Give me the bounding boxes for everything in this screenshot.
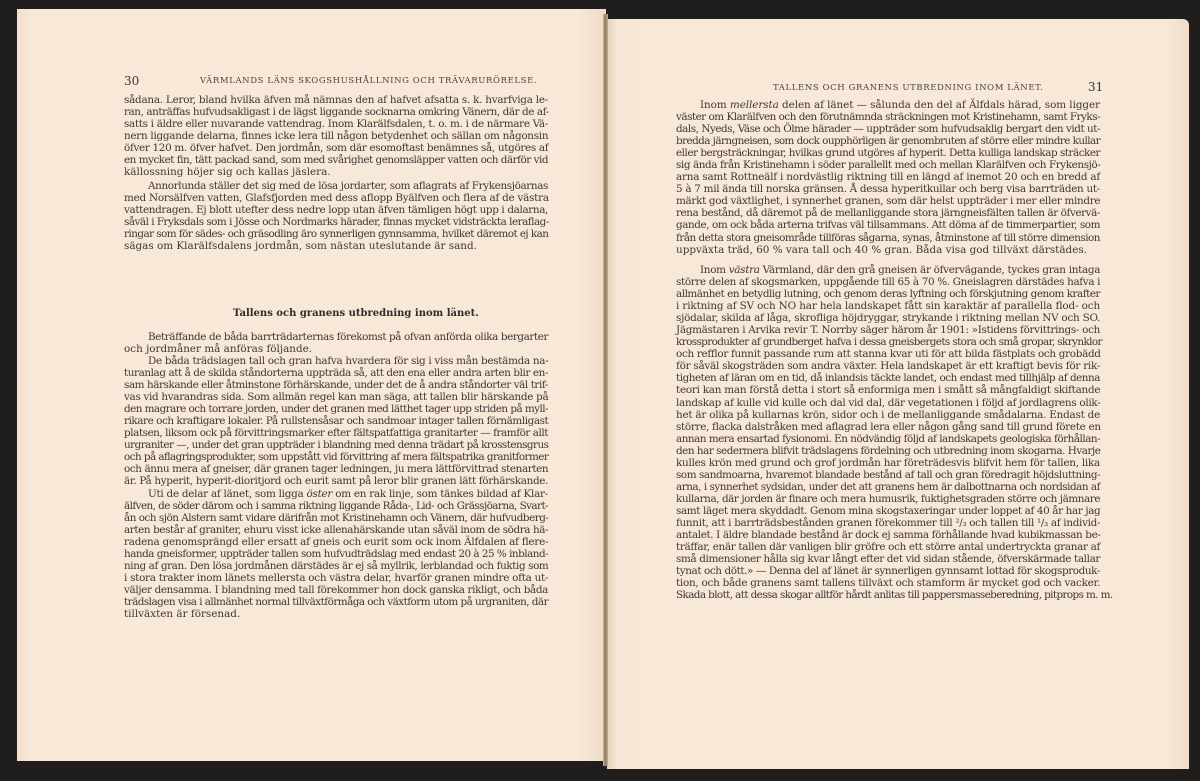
text-line: som sandmoarna, hvaremot blandade bestånd af tall och gran föredragit höjdsluttning- <box>676 468 1101 481</box>
text-line: kullarna, där jorden är finare och mera humusrik, fuktighetsgraden större och jämnare <box>676 492 1101 505</box>
text-line: tigheten af läran om en tid, då inlandsis täckte landet, och endast med tillhjälp af denna <box>676 372 1100 385</box>
text-line: annan mera ensartad fysionomi. En nödvändig följd af landskapets geologiska förhållan- <box>676 432 1101 445</box>
text-line: uppväxta träd, 60 % vara tall och 40 % gran. Båda visa god tillväxt därstädes. <box>676 243 1087 256</box>
text-line: arten består af graniter, ehuru visst icke allenahärskande utan såväl inom de södra hä- <box>124 524 549 537</box>
italic-word: mellersta <box>729 99 779 111</box>
text-line: och på aflagringsprodukter, som uppstått vid förvittring af mera fältspatrika granitformer <box>124 451 549 464</box>
section-heading: Tallens och granens utbredning inom länet. <box>233 308 479 319</box>
text-line: sig ända från Kristinehamn i söder parallellt med och mellan Klarälfven och Frykensjö- <box>676 159 1101 172</box>
text-line: dals, Nyeds, Väse och Ölme härader — uppträder som hufvudsaklig bergart den vidt ut- <box>676 123 1100 136</box>
text-line: älfven, de söder därom och i samma riktning liggande Råda-, Lid- och Grässjöarna, Svart- <box>124 500 548 513</box>
right-p2-first-line <box>676 264 1100 276</box>
left-page-number: 30 <box>124 74 140 88</box>
text-line: Beträffande de båda barrträdarternas förekomst på ofvan anförda olika bergarter <box>148 331 549 343</box>
right-paragraph-2 <box>676 264 1113 602</box>
right-page-number: 31 <box>1088 80 1104 94</box>
text-line: från detta stora gneisområde tillföras sågarna, synas, åtminstone af till större dimension <box>676 231 1100 244</box>
text-line: tion, och både granens samt tallens tillväxt och stamform är mycket god och vacker. <box>676 577 1101 590</box>
text-line: ran, anträffas hufvudsakligast i de lägst liggande socknarna omkring Vänern, där de af- <box>124 106 549 119</box>
text-line: rena bestånd, då däremot på de mellanliggande stora järngneisfälten tallen är öfvervä- <box>676 207 1100 220</box>
left-paragraph-1 <box>124 94 548 178</box>
text-run: delen af länet — sålunda den del af Älfdals härad, som ligger <box>778 99 1100 111</box>
text-run: Inom <box>700 264 729 276</box>
text-line: träffar, enär tallen där vanligen blir gröfre och ett större antal undertryckta granar af <box>676 541 1100 554</box>
text-line: större, flacka dalstråken med aflagrad lera eller någon gång sand till grund förete en <box>676 420 1101 433</box>
text-line: krossprodukter af grundberget hafva i dessa gneisbergets stora och små gropar, skrynklor <box>676 336 1102 349</box>
text-line: rikare och kraftigare lokaler. På rullstensåsar och sandmoar intager tallen förnämligast <box>124 415 549 428</box>
text-line: vas vid hvarandras sida. Som allmän regel kan man säga, att tallen blir härskande på <box>124 391 549 404</box>
text-line: nern liggande delarna, finnes icke lera till någon betydenhet och sällan om någonsin <box>124 130 549 143</box>
text-line: samt läget mera skyddadt. Genom mina skogstaxeringar under loppet af 40 år har jag <box>676 504 1101 517</box>
text-line: bredda järngneisen, som dock oupphörligen är genombruten af större eller mindre kullar <box>676 135 1101 148</box>
text-line: ning af gran. Den lösa jordmånen därstädes är ej så myllrik, lerblandad och fuktig som <box>124 560 549 573</box>
text-line: 5 à 7 mil ända till norska gränsen. Å dessa hyperitkullar och berg visa barrträden ut- <box>676 183 1100 196</box>
text-line: turanlag att å de skilda ståndorterna uppträda så, att den ena eller andra arten blir en- <box>124 367 549 380</box>
text-line: urgraniter —, under det gran uppträder i blandning med denna trädart på krosstensgrus <box>124 439 549 452</box>
book-gutter <box>603 14 608 766</box>
text-line: väster om Klarälfven och den förutnämnda sträckningen mot Kristinehamn, samt Fryks- <box>676 111 1101 124</box>
text-line: sam härskande eller åtminstone förhärskande, under det de å andra ståndorter väl trif- <box>124 379 548 392</box>
left-paragraph-3 <box>124 331 548 355</box>
text-line: ån och sjön Alstern samt vidare därifrån mot Kristinehamn och Vänern, där hufvudberg- <box>124 512 549 525</box>
text-line: sjödalar, skilda af låga, skrofliga höjdryggar, strykande i riktning mellan NV och SO. <box>676 312 1101 325</box>
text-run: Värmland, där den grå gneisen är öfvervägande, tyckes gran intaga <box>759 264 1101 276</box>
text-line: väljer densamma. I blandning med tall förekommer hon dock ganska rikligt, och båda <box>124 584 548 597</box>
text-line: den har sedermera blifvit trädslagens fördelning och utbredning inom skogarna. Hvarje <box>676 444 1101 457</box>
text-line: Skada blott, att dessa skogar alltför hårdt anlitas till pappersmasseberedning, pitprops m. m. <box>676 589 1113 602</box>
text-line: het är olika på kullarnas krön, sidor och i de mellanliggande smådalarna. Endast de <box>676 408 1100 421</box>
text-line: landskap af kulle vid kulle och dal vid dal, där vegetationen i följd af jordlagrens olik- <box>676 396 1101 409</box>
text-line: ringar som för sädes- och gräsodling äro synnerligen gynnsamma, hvilket däremot ej kan <box>124 228 549 241</box>
text-run: om en rak linje, som tänkes bildad af Klar- <box>332 488 548 500</box>
italic-word: västra <box>728 264 760 276</box>
text-line: trädslagen visa i allmänhet normal tillväxtförmåga och växtform utom på urgraniten, där <box>124 596 549 609</box>
text-line: tynat och dött.» — Denna del af länet är synnerligen gynnsamt lottad för skogsproduk- <box>676 565 1100 578</box>
text-run: Uti de delar af länet, som ligga <box>148 488 307 500</box>
text-line: en mycket fin, tätt packad sand, som med svårighet genomsläpper vatten och därför vid <box>124 154 548 167</box>
italic-word: öster <box>306 488 333 500</box>
text-line: i riktning af SV och NO har hela landskapet fått sin karaktär af parallella flod- och <box>676 300 1101 313</box>
right-running-head: TALLENS OCH GRANENS UTBREDNING INOM LÄNET. <box>773 83 1044 93</box>
text-line: antalet. I äldre blandade bestånd är dock ej samma förhållande hvad kubikmassan be- <box>676 529 1101 542</box>
left-running-head: VÄRMLANDS LÄNS SKOGSHUSHÅLLNING OCH TRÄVARURÖRELSE. <box>200 76 538 86</box>
text-run: Inom <box>700 99 730 111</box>
text-line: arna, i synnerhet sydsidan, under det att granens hem är dalbottnarna och nordsidan af <box>676 480 1100 493</box>
left-paragraph-2 <box>124 180 548 252</box>
text-line: De båda trädslagen tall och gran hafva hvardera för sig i viss mån bestämda na- <box>148 355 549 367</box>
text-line: tillväxten är försenad. <box>124 608 241 621</box>
right-p1-first-line <box>676 99 1100 111</box>
text-line: satts i äldre eller nuvarande vattendrag. Inom Klarälfsdalen, t. o. m. i de närmare Vä- <box>124 118 548 131</box>
text-line: den magrare och torrare jorden, under det granen med lätthet tager upp striden på myll- <box>124 403 548 416</box>
text-line: för såväl skogsträden som andra växter. Hela landskapet är ett kraftigt bevis för rik- <box>676 360 1101 373</box>
text-line: källossning höjer sig och kallas jäslera. <box>124 166 331 179</box>
text-line: sådana. Leror, bland hvilka äfven må nämnas den af hafvet afsatta s. k. hvarfviga le- <box>124 94 548 106</box>
text-line: med Norsälfven vatten, Glafsfjorden med dess aflopp Byälfven och flera af de västra <box>124 192 549 205</box>
left-paragraph-4 <box>124 355 548 488</box>
text-line: Annorlunda ställer det sig med de lösa jordarter, som aflagrats af Frykensjöarnas <box>148 180 548 192</box>
text-line: såväl i Fryksdals som i Jösse och Nordmarks härader, finnas mycket vidsträckta leraflag- <box>124 216 549 229</box>
text-line: Jägmästaren i Arvika revir T. Norrby säger härom år 1901: »Istidens förvittrings- och <box>676 324 1100 337</box>
text-line: allmänhet en betydlig lutning, och genom deras lyftning och förskjutning genom krafter <box>676 288 1100 301</box>
text-line: är. På hyperit, hyperit-dioritjord och eurit samt på leror blir granen lätt förhärskande. <box>124 475 549 488</box>
text-line: sägas om Klarälfsdalens jordmån, som nästan uteslutande är sand. <box>124 240 477 253</box>
text-line: små dimensioner hålla sig kvar långt efter det vid sidan stående, öfverskärmade tallar <box>676 553 1100 566</box>
left-p5-first-line <box>124 488 548 500</box>
text-line: arna samt Rottneälf i nordvästlig riktning till en längd af inemot 20 och en bredd af <box>676 171 1100 184</box>
text-line: vattendragen. Ej blott utefter dess nedre lopp utan äfven tämligen högt upp i dalarna, <box>124 204 548 217</box>
text-line: och ännu mera af gneiser, där granen tager ledningen, ju mera lättförvittrad stenarten <box>124 463 549 476</box>
text-line: handa gneisformer, uppträder tallen som hufvudträdslag med endast 20 à 25 % inbland- <box>124 548 549 561</box>
text-line: platsen, liksom ock på förvittringsmarker efter fältspatfattiga granitarter — framför allt <box>124 427 549 440</box>
text-line: större delen af skogsmarken, uppgående till 65 à 70 %. Gneislagren därstädes hafva i <box>676 276 1101 289</box>
text-line: eller bergsträckningar, hvilkas grund utgöres af hyperit. Detta kulliga landskap sträcker <box>676 147 1100 160</box>
text-line: gande, om ock båda arterna trifvas väl tillsammans. Att döma af de timmerpartier, som <box>676 219 1100 232</box>
text-line: kulles krön med grund och grof jordmån har företrädesvis blifvit hem för tallen, lika <box>676 456 1100 469</box>
text-line: i stora trakter inom länets mellersta och västra delar, hvarför granen mindre ofta ut- <box>124 572 549 585</box>
text-line: märkt god växtlighet, i synnerhet granen, som där helst uppträder i mer eller mindre <box>676 195 1101 208</box>
text-line: radena genomsprängd eller ersatt af gneis och eurit som ock inom Älfdalen af flere- <box>124 536 549 549</box>
text-line: teori kan man förstå detta i stort så enformiga men i smått så mångfaldigt skiftande <box>676 384 1101 397</box>
left-paragraph-5 <box>124 488 548 621</box>
text-line: funnit, att i barrträdsbestånden granen förekommer till ²/₃ och tallen till ¹/₃ af individ- <box>676 516 1101 529</box>
text-line: och refflor funnit passande rum att stanna kvar uti för att bilda fästplats och grobädd <box>676 348 1101 361</box>
right-paragraph-1 <box>676 99 1100 256</box>
text-line: öfver 120 m. öfver hafvet. Den jordmån, som där esomoftast benämnes så, utgöres af <box>124 142 549 155</box>
text-line: och jordmåner må anföras följande. <box>124 343 313 356</box>
